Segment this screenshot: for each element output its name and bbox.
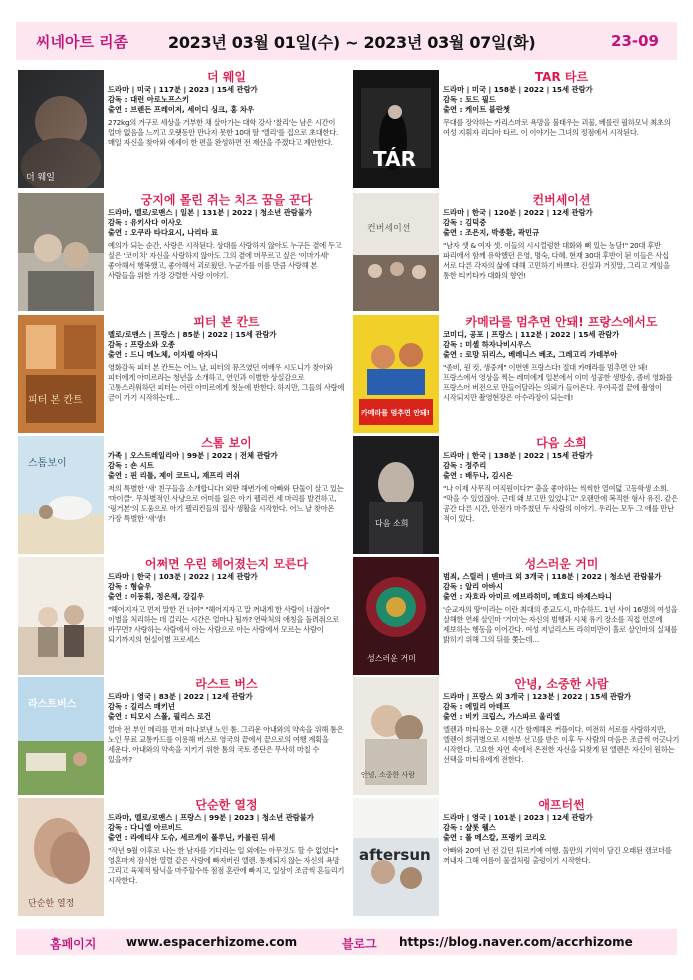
poster-image: [353, 315, 439, 433]
film-title: 단순한 열정: [195, 798, 258, 812]
film-director: 감독 : 샬롯 웰스: [443, 823, 496, 833]
film-synopsis: 저의 특별한 '새' 친구들을 소개합니다! 외딴 해변가에 아빠와 단둘이 살고 있는 '마이클'. 무차별적인 사냥으로 어미를 잃은 아기 펠리컨 세 마리를 발견하고, '핑거본'의 도움으로 아기 펠리컨들의 집사 생활을 시작한다. 어느 날 찾아온 가장 특별한 '새'생!: [108, 483, 344, 524]
film-director: 감독 : 알리 아바시: [443, 582, 503, 592]
film-meta: 드라마 | 미국 | 158분 | 2022 | 15세 관람가: [443, 85, 593, 94]
film-entry: [353, 70, 678, 188]
film-title: 궁지에 몰린 쥐는 치즈 꿈을 꾼다: [140, 193, 313, 207]
poster-image: [18, 436, 104, 554]
poster-image: [18, 70, 104, 188]
svg-text:스톰보이: 스톰보이: [28, 458, 67, 469]
film-synopsis: "헤어지자고 먼저 말한 건 너야" "헤어지자고 말 꺼내게 한 사람이 너잖아" 이별을 처리하는 데 걸리는 시간은 얼마나 될까? 연락처의 애칭을 돌려줘으로 바꾸면? 사랑하는 사람에서 아는 사람으로 아는 사람에서 모르는 사람이 되기까지의 현실이별 프로세스: [108, 604, 339, 645]
poster-image: [18, 315, 104, 433]
film-entry: [18, 315, 343, 433]
svg-text:안녕, 소중한 사람: 안녕, 소중한 사람: [361, 771, 416, 779]
brand-name: 씨네아트 리좀: [36, 32, 129, 51]
svg-text:aftersun: aftersun: [359, 846, 431, 864]
film-meta: 드라마, 멜로/로맨스 | 일본 | 131분 | 2022 | 청소년 관람불가: [108, 208, 312, 217]
film-director: 감독 : 미셸 하자나비시우스: [443, 340, 532, 350]
film-synopsis: "작년 9월 이후로 나는 한 남자를 기다리는 일 외에는 아무것도 할 수 없었다" 영혼마저 잠식한 열렬 같은 사랑에 빠져버린 엘렌. 통제되지 않는 자신의 욕망 그리고 육체적 탐닉을 마주할수록 점점 혼란에 빠지고, 일상이 조금씩 흔들리기 시작한다.: [108, 845, 345, 886]
film-title: TAR 타르: [534, 70, 589, 84]
film-entry: [18, 557, 343, 675]
date-range: 2023년 03월 01일(수) ~ 2023년 03월 07일(화): [168, 32, 536, 52]
homepage-link[interactable]: www.espacerhizome.com: [126, 935, 298, 949]
film-cast: 출연 : 배두나, 김시은: [443, 471, 513, 481]
poster-image: [18, 193, 104, 311]
film-meta: 멜로/로맨스 | 프랑스 | 85분 | 2022 | 15세 관람가: [108, 330, 277, 339]
film-title: 더 웨일: [207, 70, 246, 84]
film-title: 애프터썬: [538, 798, 585, 812]
film-director: 감독 : 다니엘 아르비드: [108, 823, 182, 833]
poster-image: [18, 798, 104, 916]
film-entry: [353, 315, 678, 433]
film-entry: [353, 436, 678, 554]
film-title: 피터 본 칸트: [193, 315, 260, 329]
svg-text:컨버세이션: 컨버세이션: [367, 224, 411, 234]
film-director: 감독 : 대런 아로노프스키: [108, 95, 190, 105]
film-entry: [18, 436, 343, 554]
film-cast: 출연 : 폴 메스칼, 프랭키 코리오: [443, 833, 546, 843]
blog-link[interactable]: https://blog.naver.com/accrhizome: [399, 935, 633, 949]
film-synopsis: 영화감독 피터 본 칸트는 어느 날, 피터의 뮤즈였던 여배우 시도니가 찾아와 피터에게 아미르라는 청년을 소개하고, 연인과 이별한 상실감으로 고통스러워하던 피터는 어린 아미르에게 첫눈에 반한다. 하지만, 그들의 사랑에 금이 가기 시작하는데…: [108, 362, 345, 403]
film-synopsis: "나 이제 사무직 여직원이다?" 춤을 좋아하는 씩씩한 열여덟 고등학생 소희. "막을 수 있었잖아. 근데 왜 보고만 있었냐고" 오랜만에 복직한 형사 유진. 같은 공간 다른 시간, 안전가 마주쳤던 두 사람의 이야기. 우리는 모두 그 애를 만난 적이 있다.: [443, 483, 678, 524]
film-cast: 출연 : 자흐라 아미르 에브라히미, 메흐디 바제스타니: [443, 592, 612, 602]
poster-image: [353, 677, 439, 795]
film-entry: [18, 70, 343, 188]
film-director: 감독 : 토드 필드: [443, 95, 496, 105]
poster-image: [353, 193, 439, 311]
svg-text:카메라를 멈추면 안돼!: 카메라를 멈추면 안돼!: [361, 409, 430, 417]
film-cast: 출연 : 드니 메노체, 이자벨 아자니: [108, 350, 219, 360]
film-cast: 출연 : 브렌든 프레이저, 세이디 싱크, 홍 차우: [108, 105, 255, 115]
svg-text:더 웨일: 더 웨일: [26, 173, 55, 183]
film-entry: [18, 193, 343, 311]
film-director: 감독 : 형슬우: [108, 582, 152, 592]
film-meta: 코미디, 공포 | 프랑스 | 112분 | 2022 | 15세 관람가: [443, 330, 620, 339]
film-entry: [353, 193, 678, 311]
film-director: 감독 : 에밀리 아테프: [443, 702, 510, 712]
poster-image: [18, 557, 104, 675]
film-cast: 출연 : 조은지, 박종환, 곽민규: [443, 228, 540, 238]
film-entry: [353, 557, 678, 675]
film-meta: 드라마, 멜로/로맨스 | 프랑스 | 99분 | 2023 | 청소년 관람불가: [108, 813, 314, 822]
svg-text:라스트버스: 라스트버스: [28, 699, 77, 710]
film-synopsis: 아빠와 20여 년 전 갔던 튀르키예 여행. 둘만의 기억이 담긴 오래된 캠코더를 꺼내자 그해 여름이 물결처럼 출렁이기 시작한다.: [443, 845, 672, 865]
film-synopsis: '순교자의 땅'이라는 이란 최대의 종교도시, 마슈하드. 1년 사이 16명의 여성을 살해한 연쇄 살인마 '거미'는 자신의 범행과 시체 유기 장소를 직접 언론에 제보하는 행동을 이어간다. 여성 저널리스트 라히미만이 홀로 살인마의 실체를 밝히기 위해 그의 뒤를 쫓는데…: [443, 604, 678, 645]
header-band: [16, 22, 677, 60]
film-title: 카메라를 멈추면 안돼! 프랑스에서도: [465, 315, 658, 329]
film-meta: 드라마 | 프랑스 외 3개국 | 123분 | 2022 | 15세 관람가: [443, 692, 632, 701]
film-entry: [18, 677, 343, 795]
footer-band: [16, 929, 677, 955]
film-synopsis: "좀비, 원 컷, 생중계" 이번엔 프랑스다! 절대 카메라를 멈추면 안 돼! 프랑스에서 영상을 찍는 레미에게 일본에서 이미 성공한 생방송, 좀비 영화를 프랑스어 버전으로 만들어달라는 의뢰가 들어온다. 우여곡절 끝에 촬영이 시작되지만 촬영현장은 아수라장이 되는데!: [443, 362, 673, 403]
film-director: 감독 : 유키사다 이사오: [108, 218, 182, 228]
film-meta: 범죄, 스릴러 | 덴마크 외 3개국 | 118분 | 2022 | 청소년 관람불가: [443, 572, 662, 581]
film-cast: 출연 : 티모시 스폴, 필리스 로건: [108, 712, 211, 722]
film-cast: 출연 : 비키 크립스, 가스파르 울리엘: [443, 712, 561, 722]
film-director: 감독 : 숀 시트: [108, 461, 154, 471]
film-meta: 가족 | 오스트레일리아 | 99분 | 2022 | 전체 관람가: [108, 451, 278, 460]
svg-text:다음 소희: 다음 소희: [375, 519, 409, 528]
film-synopsis: 예의가 되는 순간, 사랑은 시작된다. 상대를 사랑하지 않아도 누구든 곁에 두고 싶은 '코이치' 자신을 사랑하지 않아도 그의 곁에 머무르고 싶은 '이마가세' 좋아해서 행복했고, 좋아해서 괴로웠던. 누군가를 이름 만큼 사랑해 본 사람들을 위한 가장 강렬한 사랑 이야기.: [108, 240, 342, 281]
poster-image: [353, 557, 439, 675]
film-meta: 드라마 | 한국 | 103분 | 2022 | 12세 관람가: [108, 572, 258, 581]
film-director: 감독 : 김덕중: [443, 218, 487, 228]
svg-text:TÁR: TÁR: [373, 147, 416, 171]
film-meta: 드라마 | 미국 | 117분 | 2023 | 15세 관람가: [108, 85, 258, 94]
film-entry: [353, 677, 678, 795]
poster-image: [18, 677, 104, 795]
film-meta: 드라마 | 한국 | 120분 | 2022 | 12세 관람가: [443, 208, 593, 217]
film-title: 스톰 보이: [201, 436, 252, 450]
film-synopsis: 272kg의 거구로 세상을 거부한 채 살아가는 대학 강사 '찰리'는 남은 시간이 얼마 없음을 느끼고 오랫동안 만나지 못한 10대 딸 '엘리'를 집으로 초대한다. 매일 자신을 찾아와 에세이 한 편을 완성하면 전 재산을 주겠다고 제안한다.: [108, 117, 339, 148]
poster-image: [353, 70, 439, 188]
film-entry: [18, 798, 343, 916]
film-title: 안녕, 소중한 사람: [514, 677, 609, 691]
film-meta: 드라마 | 영국 | 83분 | 2022 | 12세 관람가: [108, 692, 253, 701]
film-cast: 출연 : 로망 뒤리스, 베레니스 베조, 그레고리 가데부아: [443, 350, 618, 360]
film-title: 라스트 버스: [195, 677, 258, 691]
film-cast: 출연 : 케이트 블란쳇: [443, 105, 510, 115]
film-synopsis: "남자 셋 & 여자 셋. 이들의 시시껄렁한 대화와 뼈 있는 농담!" 20대 후반 파리에서 함께 유학했던 은영, 명숙, 다혜. 현재 30대 후반이 된 이들은 사십 서로 다른 각자의 삶에 대해 고민하기 바쁘다. 진실과 거짓말, 그리고 게임을 통한 티키타카 대화의 향연!: [443, 240, 670, 281]
film-cast: 출연 : 오쿠라 타다요시, 나리타 료: [108, 228, 219, 238]
film-meta: 드라마 | 영국 | 101분 | 2023 | 12세 관람가: [443, 813, 593, 822]
film-director: 감독 : 프랑소와 오종: [108, 340, 175, 350]
svg-text:단순한 열정: 단순한 열정: [28, 899, 75, 909]
film-title: 어쩌면 우린 헤어졌는지 모른다: [144, 557, 309, 571]
film-director: 감독 : 길리스 매키넌: [108, 702, 175, 712]
film-cast: 출연 : 라에티샤 도슈, 세르게이 폴루닌, 카롤린 뒤세: [108, 833, 276, 843]
film-synopsis: 엘렌과 마티유는 오랜 시간 함께해온 커플이다. 여전히 서로를 사랑하지만, 엘렌이 희귀병으로 시한부 선고를 받은 이후 두 사람의 마음은 조금씩 어긋나기 시작한다. 고요한 자연 속에서 온전한 자신을 되찾게 된 엘렌은 자신이 원하는 선택을 마티유에게 전한다.: [443, 724, 680, 765]
film-title: 다음 소희: [536, 436, 587, 450]
film-entry: [353, 798, 678, 916]
homepage-label: 홈페이지: [50, 937, 97, 951]
film-meta: 드라마 | 한국 | 138분 | 2022 | 15세 관람가: [443, 451, 593, 460]
svg-text:성스러운 거미: 성스러운 거미: [367, 654, 416, 663]
film-cast: 출연 : 핀 리틀, 제이 코트니, 재프리 러쉬: [108, 471, 240, 481]
film-synopsis: 얼마 전 부인 메리를 먼저 떠나보낸 노인 톰. 그리운 아내와의 약속을 위해 톰은 노인 무료 교통카드를 이용해 버스로 영국의 끝에서 끝으로의 여행 계획을 세운다. 아내와의 약속을 지키기 위한 톰의 국토 종단은 무사히 마칠 수 있을까?: [108, 724, 344, 765]
poster-image: [353, 798, 439, 916]
svg-text:피터 본 칸트: 피터 본 칸트: [28, 395, 83, 406]
film-synopsis: 무대를 장악하는 카리스마로 욕망을 불태우는 괴물, 베를린 필하모닉 최초의 여성 지휘자 리디아 타르. 이 이야기는 그녀의 정점에서 시작된다.: [443, 117, 671, 137]
issue-number: 23-09: [611, 32, 659, 50]
blog-label: 블로그: [342, 937, 377, 951]
film-title: 컨버세이션: [532, 193, 591, 207]
film-title: 성스러운 거미: [524, 557, 599, 571]
film-cast: 출연 : 이동휘, 정은채, 강길우: [108, 592, 205, 602]
film-director: 감독 : 정주리: [443, 461, 487, 471]
poster-image: [353, 436, 439, 554]
